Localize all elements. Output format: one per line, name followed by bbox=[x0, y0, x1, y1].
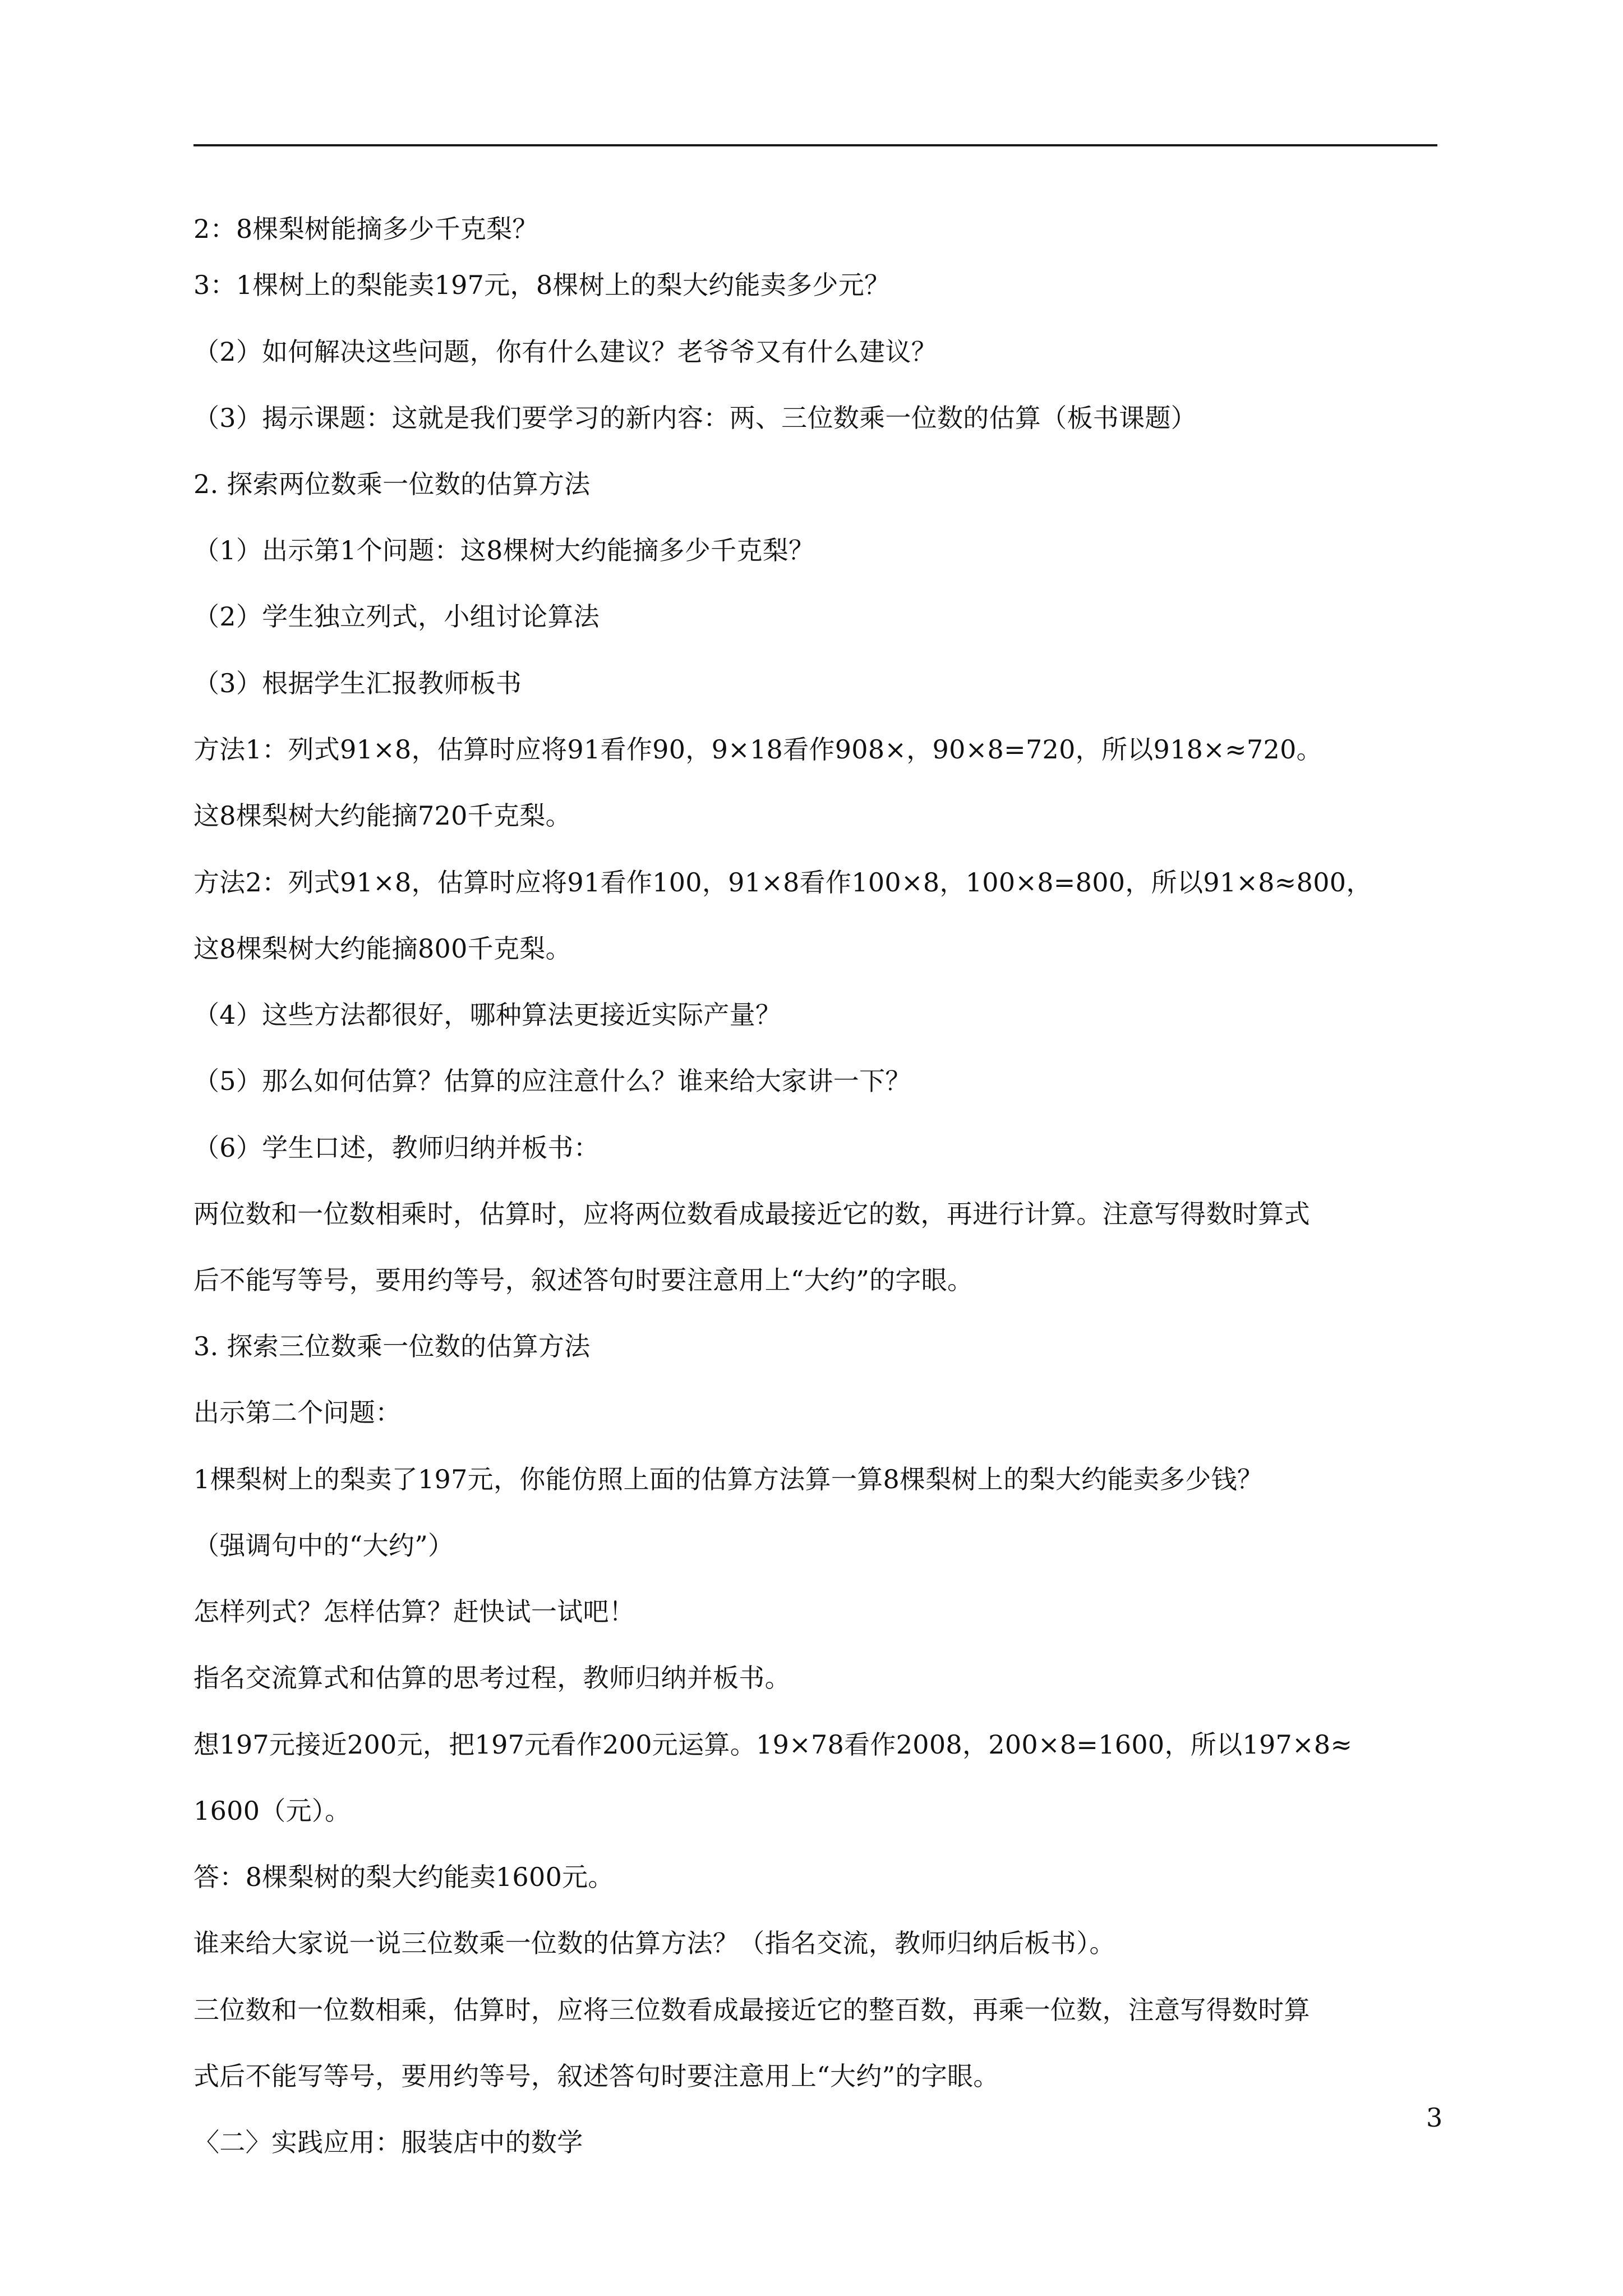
text-line: （5）那么如何估算？估算的应注意什么？谁来给大家讲一下？ bbox=[193, 1066, 911, 1096]
header-rule bbox=[193, 144, 1437, 146]
text-line: 方法2：列式91×8，估算时应将91看作100，91×8看作100×8，100×8=800，所以91×8≈800， bbox=[193, 867, 1372, 898]
text-line: 三位数和一位数相乘，估算时，应将三位数看成最接近它的整百数，再乘一位数，注意写得数时算 bbox=[193, 1995, 1310, 2025]
text-line: 这8棵梨树大约能摘800千克梨。 bbox=[193, 933, 571, 964]
text-line: 〈二〉实践应用：服装店中的数学 bbox=[193, 2127, 583, 2157]
text-line: （3）根据学生汇报教师板书 bbox=[193, 668, 522, 698]
text-line: （强调句中的“大约”） bbox=[193, 1530, 454, 1561]
text-line: 答：8棵梨树的梨大约能卖1600元。 bbox=[193, 1862, 614, 1892]
text-line: （4）这些方法都很好，哪种算法更接近实际产量？ bbox=[193, 1000, 782, 1030]
text-line: 1600（元）。 bbox=[193, 1796, 351, 1826]
text-line: （6）学生口述，教师归纳并板书： bbox=[193, 1133, 600, 1163]
text-line: （3）揭示课题：这就是我们要学习的新内容：两、三位数乘一位数的估算（板书课题） bbox=[193, 403, 1197, 433]
text-line: 想197元接近200元，把197元看作200元运算。19×78看作2008，200×8=1600，所以197×8≈ bbox=[193, 1729, 1353, 1760]
text-line: 后不能写等号，要用约等号，叙述答句时要注意用上“大约”的字眼。 bbox=[193, 1265, 974, 1295]
text-line: 出示第二个问题： bbox=[193, 1397, 402, 1428]
text-line: 指名交流算式和估算的思考过程，教师归纳并板书。 bbox=[193, 1663, 791, 1693]
text-line: 两位数和一位数相乘时，估算时，应将两位数看成最接近它的数，再进行计算。注意写得数时算式 bbox=[193, 1199, 1310, 1229]
text-line: （2）学生独立列式，小组讨论算法 bbox=[193, 601, 600, 632]
text-line: 1棵梨树上的梨卖了197元，你能仿照上面的估算方法算一算8棵梨树上的梨大约能卖多少钱？ bbox=[193, 1464, 1264, 1494]
text-line: （2）如何解决这些问题，你有什么建议？老爷爷又有什么建议？ bbox=[193, 337, 937, 367]
text-line: 方法1：列式91×8，估算时应将91看作90，9×18看作908×，90×8=720，所以918×≈720。 bbox=[193, 734, 1322, 765]
section-heading: 3. 探索三位数乘一位数的估算方法 bbox=[193, 1331, 591, 1361]
text-line: 3：1棵树上的梨能卖197元，8棵树上的梨大约能卖多少元？ bbox=[193, 270, 891, 300]
text-line: 谁来给大家说一说三位数乘一位数的估算方法？（指名交流，教师归纳后板书）。 bbox=[193, 1928, 1115, 1958]
text-line: （1）出示第1个问题：这8棵树大约能摘多少千克梨？ bbox=[193, 535, 815, 565]
text-line: 2：8棵梨树能摘多少千克梨？ bbox=[193, 214, 538, 244]
page-number: 3 bbox=[1426, 2102, 1443, 2133]
text-line: 式后不能写等号，要用约等号，叙述答句时要注意用上“大约”的字眼。 bbox=[193, 2061, 999, 2091]
text-line: 这8棵梨树大约能摘720千克梨。 bbox=[193, 800, 571, 831]
text-line: 怎样列式？怎样估算？赶快试一试吧！ bbox=[193, 1596, 635, 1627]
section-heading: 2. 探索两位数乘一位数的估算方法 bbox=[193, 469, 591, 499]
